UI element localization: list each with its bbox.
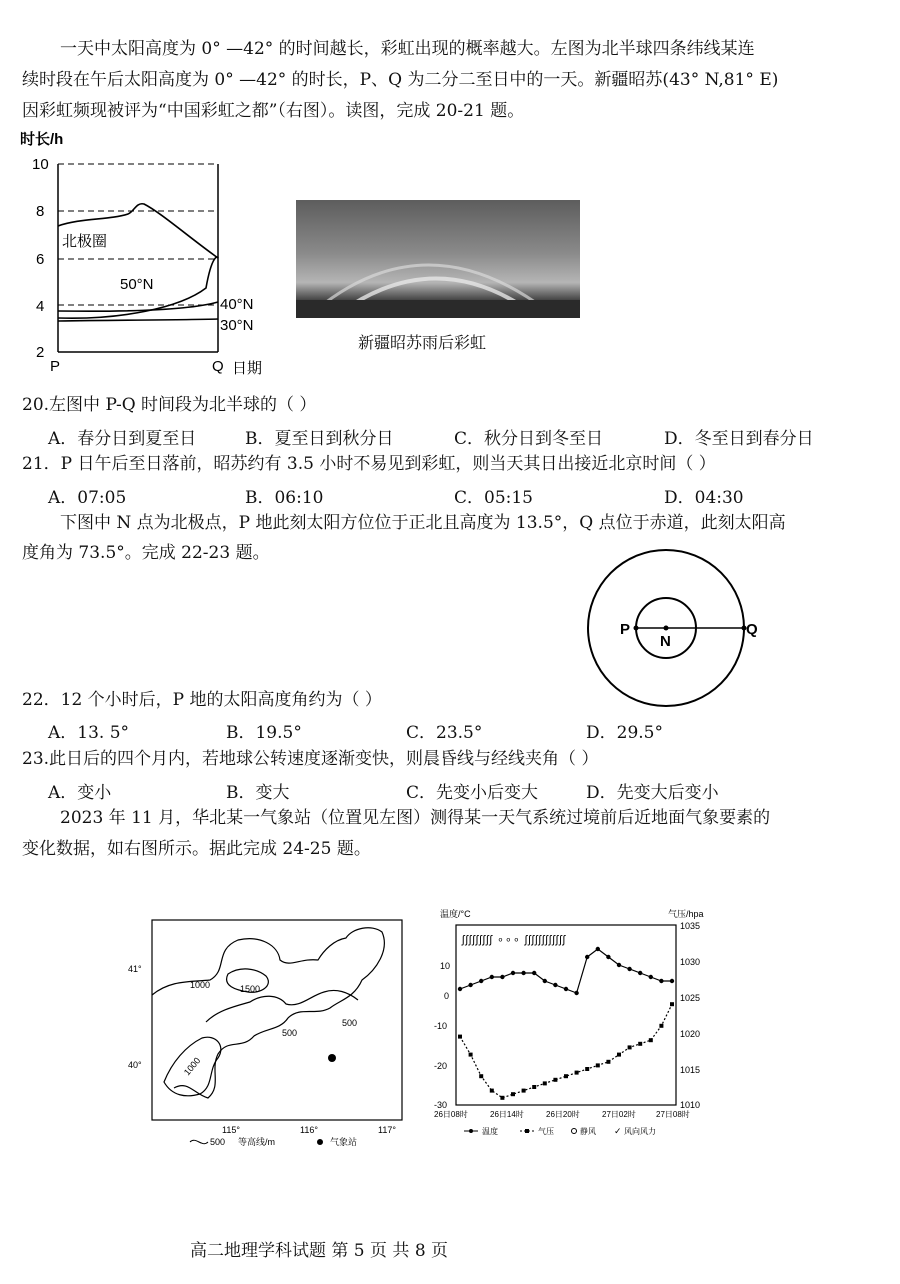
pressure-point (606, 1060, 610, 1064)
q21-option-b[interactable]: B．06:10 (245, 488, 324, 508)
temperature-point (606, 955, 610, 959)
temperature-point (458, 987, 462, 991)
legend-wind: 风向风力 (624, 1127, 656, 1136)
legend-contour-value: 500 (210, 1137, 226, 1147)
pressure-point (511, 1092, 515, 1096)
label-50n: 50°N (120, 276, 154, 293)
rtick-1030: 1030 (680, 957, 701, 967)
weather-ylabel-right: 气压/hpa (668, 909, 704, 919)
q23-option-a[interactable]: A．变小 (48, 783, 112, 803)
pressure-point (479, 1074, 483, 1078)
temperature-point (500, 975, 504, 979)
pressure-point (575, 1071, 579, 1075)
temperature-point (490, 975, 494, 979)
q21-option-a[interactable]: A．07:05 (48, 488, 127, 508)
lat-40: 40° (128, 1060, 142, 1070)
point-p-label: P (620, 621, 631, 638)
ltick-m10: -10 (434, 1021, 448, 1031)
legend-temp: 温度 (482, 1127, 498, 1136)
lon-115: 115° (222, 1125, 240, 1135)
lon-117: 117° (378, 1125, 396, 1135)
pressure-point (469, 1053, 473, 1057)
q21-stem: 21．P 日午后至日落前，昭苏约有 3.5 小时不易见到彩虹，则当天其日出接近北京时间（ ） (22, 454, 716, 474)
contour-label-1000b: 1000 (181, 1055, 203, 1078)
xtick-2: 26日20时 (546, 1110, 580, 1119)
ytick-8: 8 (36, 203, 45, 220)
q20-option-a[interactable]: A．春分日到夏至日 (48, 429, 197, 449)
ytick-4: 4 (36, 298, 45, 315)
pressure-point (670, 1002, 674, 1006)
pressure-series (458, 1002, 674, 1100)
q23-stem: 23.此日后的四个月内，若地球公转速度逐渐变快，则晨昏线与经线夹角（ ） (22, 749, 599, 769)
pressure-point (617, 1053, 621, 1057)
intro-line-1: 一天中太阳高度为 0° —42° 的时间越长，彩虹出现的概率越大。左图为北半球四条纬线某连 (60, 39, 755, 59)
q21-option-c[interactable]: C．05:15 (454, 488, 533, 508)
pressure-point (564, 1074, 568, 1078)
legend-calm: 静风 (580, 1127, 596, 1136)
legend-station-text: 气象站 (330, 1137, 358, 1147)
temperature-point (532, 971, 536, 975)
topographic-map (110, 910, 410, 1160)
rtick-1025: 1025 (680, 993, 701, 1003)
xtick-0: 26日08时 (434, 1110, 468, 1119)
pressure-point (638, 1042, 642, 1046)
legend-wind-icon: ✓ (614, 1126, 622, 1136)
temperature-point (564, 987, 568, 991)
legend-pressure: 气压 (538, 1127, 554, 1136)
temperature-point (585, 955, 589, 959)
q20-stem: 20.左图中 P-Q 时间段为北半球的（ ） (22, 395, 317, 415)
rtick-1020: 1020 (680, 1029, 701, 1039)
temperature-point (670, 979, 674, 983)
pressure-point (522, 1089, 526, 1093)
x-start-label: P (50, 358, 61, 375)
temperature-series (458, 947, 674, 995)
pressure-point (500, 1096, 504, 1100)
contour-label-1500: 1500 (240, 984, 261, 994)
label-30n: 30°N (220, 317, 254, 334)
q23-option-c[interactable]: C．先变小后变大 (406, 783, 539, 803)
q20-option-d[interactable]: D．冬至日到春分日 (664, 429, 814, 449)
pressure-point (659, 1024, 663, 1028)
ltick-0: 0 (444, 991, 450, 1001)
intro2-line-2: 度角为 73.5°。完成 22-23 题。 (22, 543, 270, 563)
rtick-1010: 1010 (680, 1100, 701, 1110)
q23-option-d[interactable]: D．先变大后变小 (586, 783, 719, 803)
rtick-1035: 1035 (680, 921, 701, 931)
weather-change-chart (430, 905, 720, 1140)
point-q-label: Q (746, 621, 758, 638)
contour-label-500b: 500 (342, 1018, 358, 1028)
temperature-point (638, 971, 642, 975)
temperature-point (468, 983, 472, 987)
q22-option-b[interactable]: B．19.5° (226, 723, 302, 743)
temperature-point (553, 983, 557, 987)
weather-ylabel-left: 温度/°C (440, 909, 471, 919)
intro3-line-1: 2023 年 11 月，华北某一气象站（位置见左图）测得某一天气系统过境前后近地面气象要素的 (60, 808, 771, 828)
contour-label-1000a: 1000 (190, 980, 211, 990)
temperature-point (543, 979, 547, 983)
intro-line-2: 续时段在午后太阳高度为 0° —42° 的时长，P、Q 为二分二至日中的一天。新疆昭苏(43° N,81° E) (22, 70, 779, 90)
ytick-10: 10 (32, 156, 49, 173)
ltick-m30: -30 (434, 1100, 448, 1110)
temperature-point (574, 991, 578, 995)
intro2-line-1: 下图中 N 点为北极点，P 地此刻太阳方位位于正北且高度为 13.5°，Q 点位于赤道，此刻太阳高 (60, 513, 786, 533)
page-footer: 高二地理学科试题 第 5 页 共 8 页 (190, 1241, 449, 1261)
lon-116: 116° (300, 1125, 318, 1135)
pressure-point (649, 1038, 653, 1042)
weather-station-marker (328, 1054, 336, 1062)
xtick-3: 27日02时 (602, 1110, 636, 1119)
temperature-point (596, 947, 600, 951)
pressure-point (532, 1085, 536, 1089)
q22-stem: 22．12 个小时后，P 地的太阳高度角约为（ ） (22, 690, 382, 710)
q22-option-c[interactable]: C．23.5° (406, 723, 483, 743)
pressure-point (585, 1067, 589, 1071)
rtick-1015: 1015 (680, 1065, 701, 1075)
temperature-point (511, 971, 515, 975)
photo-caption: 新疆昭苏雨后彩虹 (358, 333, 487, 352)
pressure-point (458, 1035, 462, 1039)
ltick-m20: -20 (434, 1061, 448, 1071)
pressure-line (460, 1004, 672, 1098)
q20-option-c[interactable]: C．秋分日到冬至日 (454, 429, 604, 449)
xtick-1: 26日14时 (490, 1110, 524, 1119)
series-30n (58, 319, 218, 321)
series-40n (58, 302, 218, 311)
temperature-point (649, 975, 653, 979)
label-40n: 40°N (220, 296, 254, 313)
q21-option-d[interactable]: D．04:30 (664, 488, 744, 508)
ytick-2: 2 (36, 344, 45, 361)
q22-option-d[interactable]: D．29.5° (586, 723, 663, 743)
x-end-label: Q (212, 358, 224, 375)
chart1-ylabel: 时长/h (20, 131, 64, 148)
q22-option-a[interactable]: A．13. 5° (48, 723, 130, 743)
x-axis-label: 日期 (232, 360, 263, 377)
temperature-point (479, 979, 483, 983)
rainbow-photo (296, 200, 580, 318)
temperature-point (617, 963, 621, 967)
ytick-6: 6 (36, 251, 45, 268)
pressure-point (628, 1045, 632, 1049)
label-arctic-circle: 北极圈 (62, 233, 108, 250)
pressure-point (543, 1081, 547, 1085)
pressure-point (490, 1089, 494, 1093)
contour-label-500a: 500 (282, 1028, 298, 1038)
polar-view-diagram (580, 548, 770, 708)
temperature-point (659, 979, 663, 983)
pressure-point (596, 1063, 600, 1067)
lat-41: 41° (128, 964, 142, 974)
point-n-label: N (660, 633, 671, 650)
xtick-4: 27日08时 (656, 1110, 690, 1119)
temperature-point (521, 971, 525, 975)
intro3-line-2: 变化数据，如右图所示。据此完成 24-25 题。 (22, 839, 371, 859)
daylight-duration-chart (10, 128, 290, 378)
ltick-10: 10 (440, 961, 451, 971)
temperature-point (627, 967, 631, 971)
q20-option-b[interactable]: B．夏至日到秋分日 (245, 429, 394, 449)
wind-symbols: ʃʃʃʃʃʃʃʃʃ ∘∘∘ ʃʃʃʃʃʃʃʃʃʃʃʃ (462, 934, 567, 946)
pressure-point (553, 1078, 557, 1082)
legend-contour-text: 等高线/m (238, 1137, 275, 1147)
q23-option-b[interactable]: B．变大 (226, 783, 290, 803)
intro-line-3: 因彩虹频现被评为“中国彩虹之都”（右图）。读图，完成 20-21 题。 (22, 101, 525, 121)
